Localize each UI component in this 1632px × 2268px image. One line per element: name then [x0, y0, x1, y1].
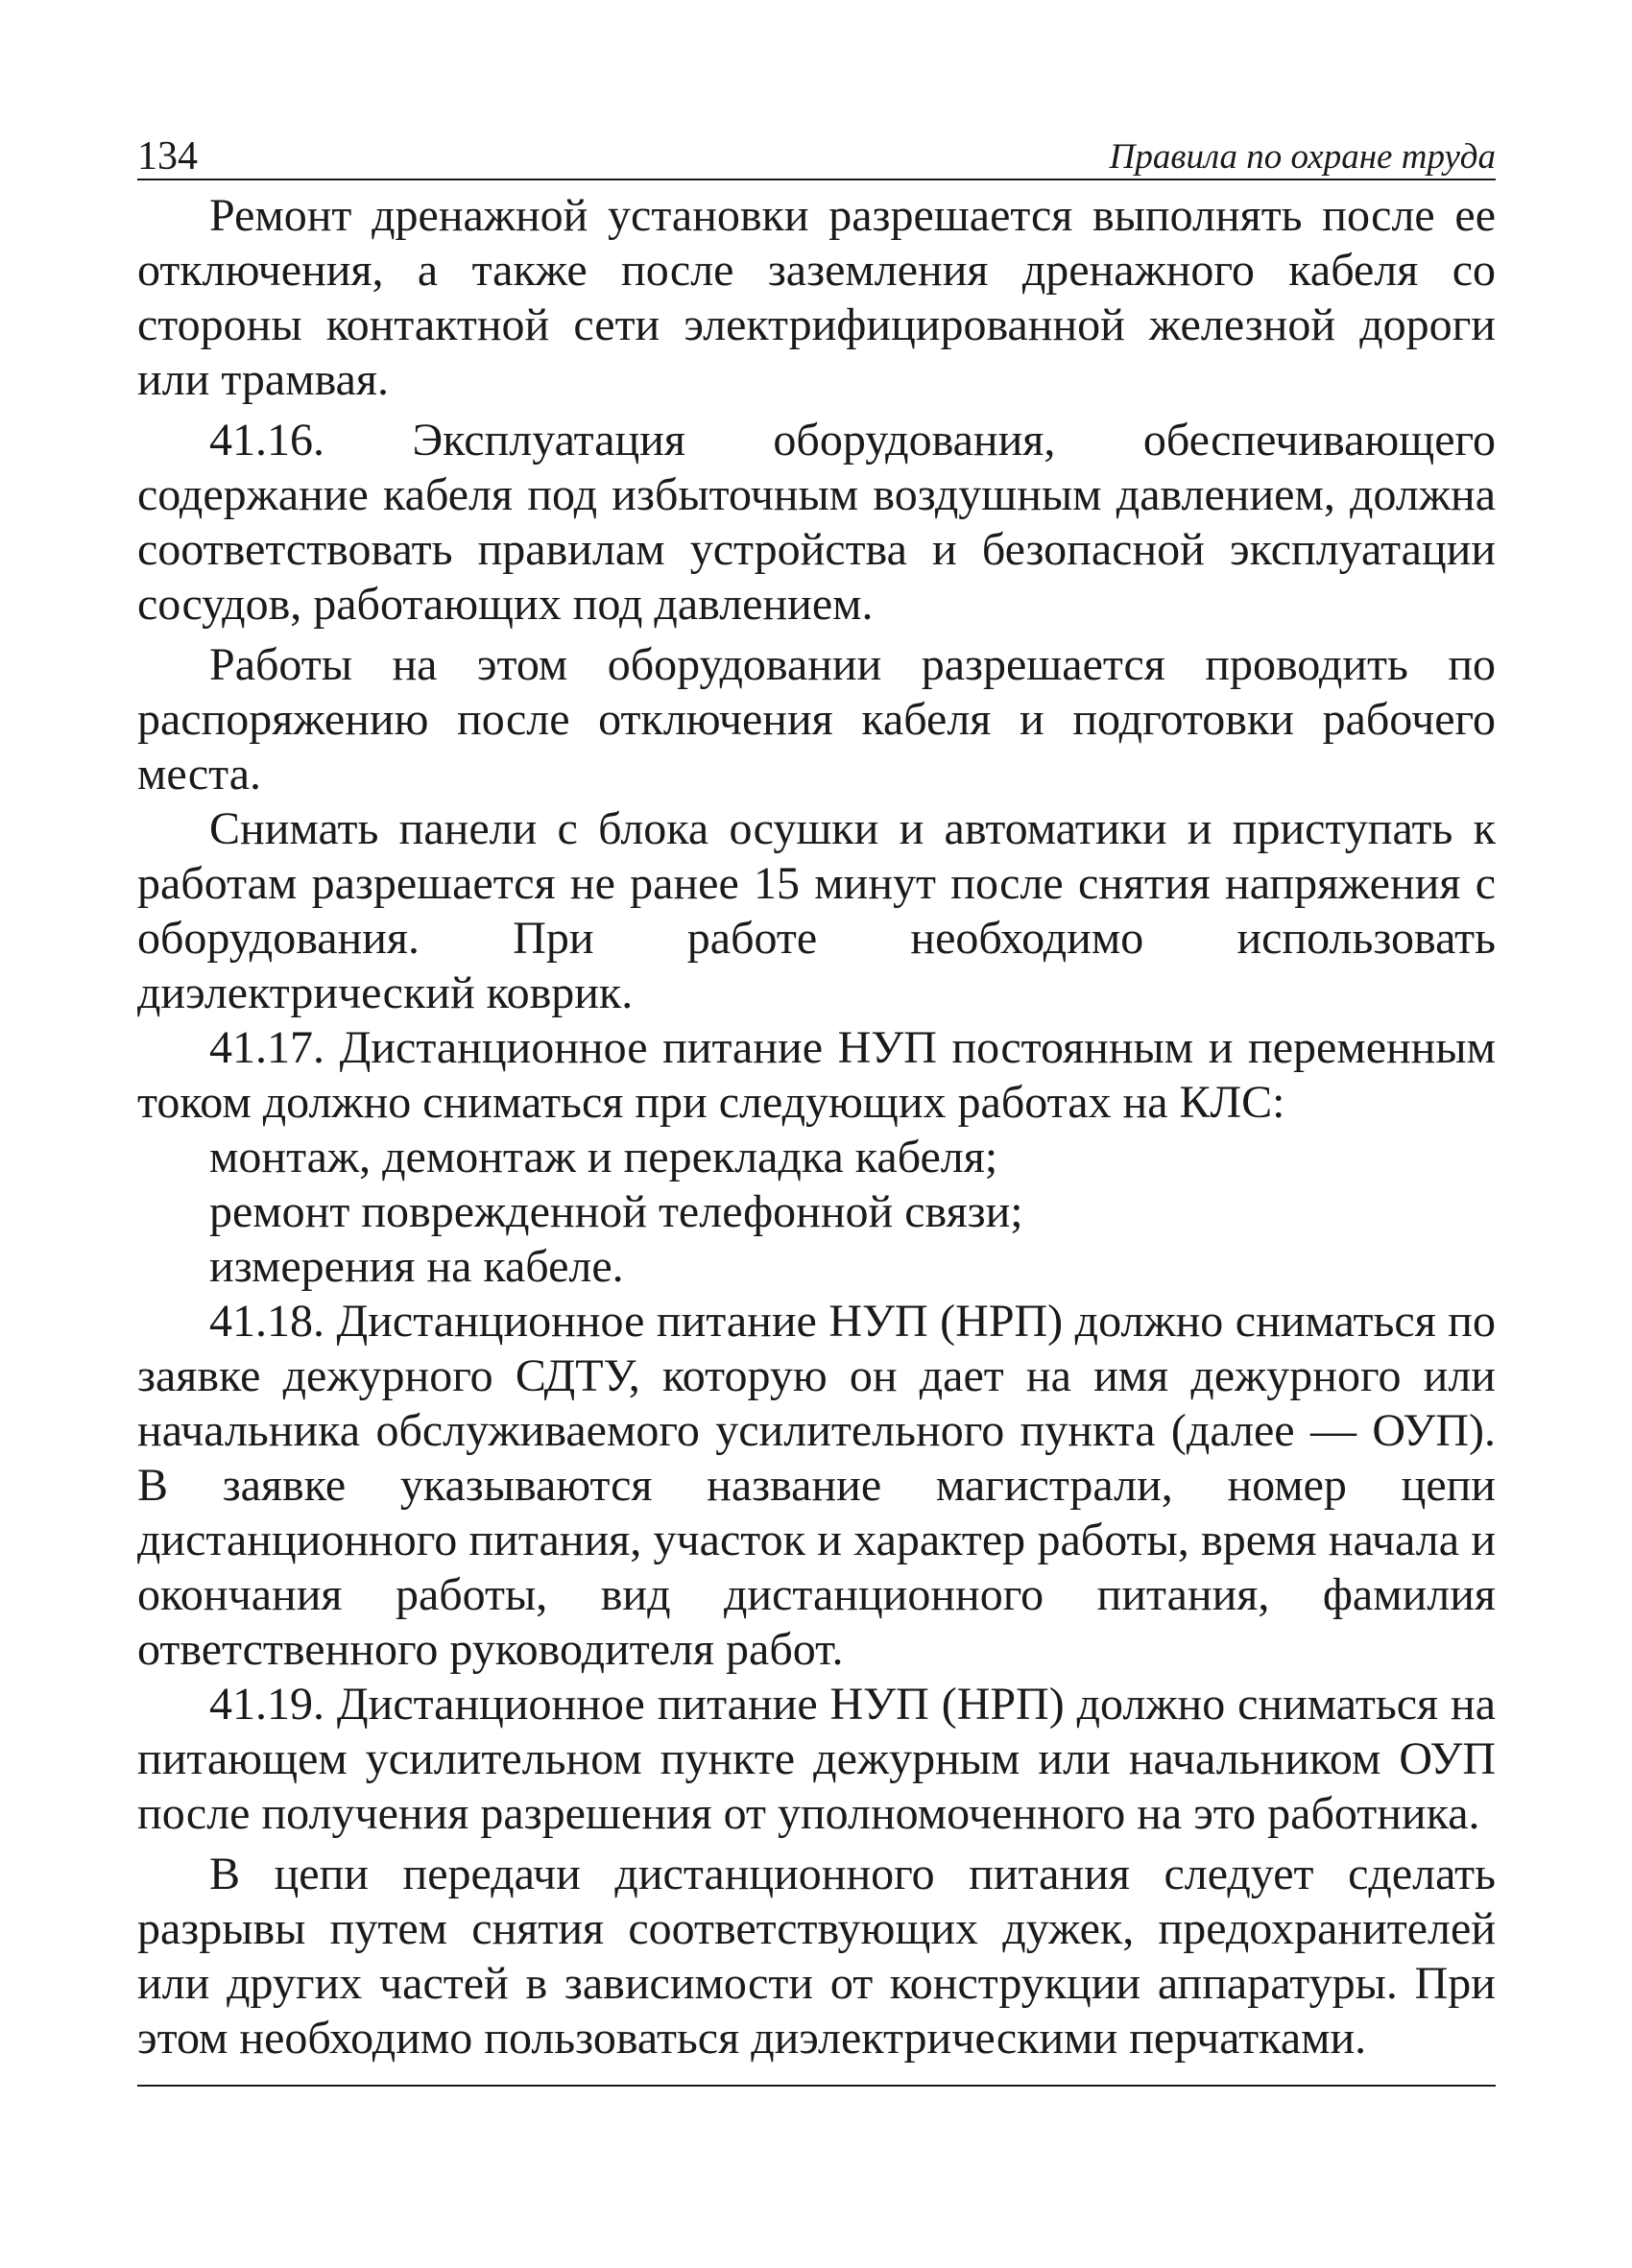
paragraph: 41.16. Эксплуатация оборудования, обеспечивающего содержание кабеля под избыточным воздушным давлением, должна соответствовать правилам устройства и безопасной эксплуатации сосудов, работающих под давлением.: [137, 415, 1496, 630]
page-header: [137, 125, 1496, 180]
paragraph: 41.18. Дистанционное питание НУП (НРП) должно сниматься по заявке дежурного СДТУ, которую он дает на имя дежурного или начальника обслуживаемого усилительного пункта (далее — ОУП). В заявке указываются название магистрали, номер цепи дистанционного питания, участок и характер работы, время начала и окончания работы, вид дистанционного питания, фамилия ответственного руководителя работ.: [137, 1296, 1496, 1675]
paragraph: Работы на этом оборудовании разрешается проводить по распоряжению после отключения кабеля и подготовки рабочего места.: [137, 639, 1496, 800]
footer-rule: [137, 2085, 1496, 2087]
running-title: Правила по охране труда: [1109, 137, 1496, 177]
paragraph: Снимать панели с блока осушки и автоматики и приступать к работам разрешается не ранее 15 минут после снятия напряжения с оборудования. При работе необходимо использовать диэлектрический коврик.: [137, 803, 1496, 1018]
list-item: монтаж, демонтаж и перекладка кабеля;: [209, 1132, 998, 1182]
book-page: [137, 125, 1496, 2087]
paragraph: 41.17. Дистанционное питание НУП постоянным и переменным током должно сниматься при следующих работах на КЛС:: [137, 1022, 1496, 1128]
list-item: измерения на кабеле.: [209, 1241, 624, 1292]
list-item: ремонт поврежденной телефонной связи;: [209, 1186, 1023, 1237]
paragraph: 41.19. Дистанционное питание НУП (НРП) должно сниматься на питающем усилительном пункте дежурным или начальником ОУП после получения разрешения от уполномоченного на это работника.: [137, 1679, 1496, 1839]
page-body: [137, 188, 1496, 2065]
page-number: 134: [137, 134, 198, 179]
paragraph: Ремонт дренажной установки разрешается выполнять после ее отключения, а также после заземления дренажного кабеля со стороны контактной сети электрифицированной железной дороги или трамвая.: [137, 190, 1496, 405]
paragraph: В цепи передачи дистанционного питания следует сделать разрывы путем снятия соответствующих дужек, предохранителей или других частей в зависимости от конструкции аппаратуры. При этом необходимо пользоваться диэлектрическими перчатками.: [137, 1849, 1496, 2064]
